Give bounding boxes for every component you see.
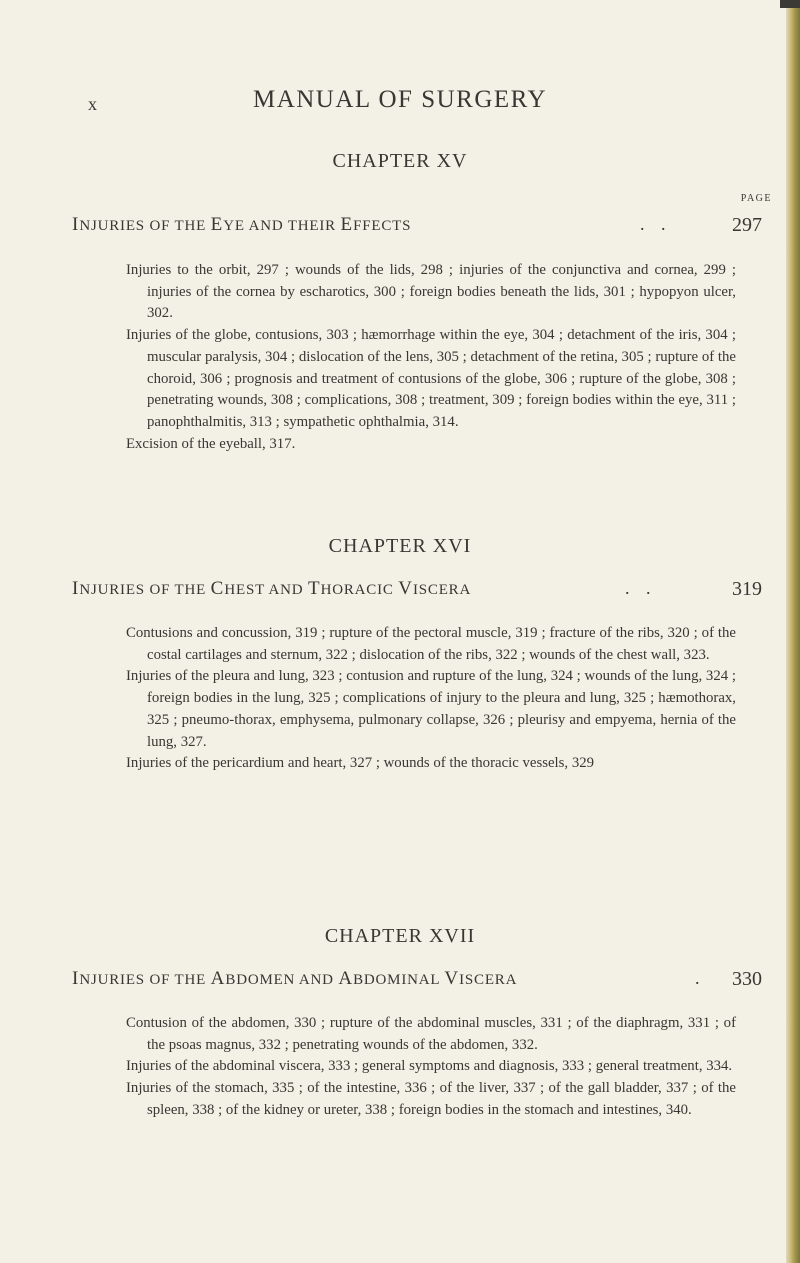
- entry-paragraph: Injuries of the pericardium and heart, 327 ; wounds of the thoracic vessels, 329: [126, 755, 595, 772]
- chapter-entries: [126, 623, 736, 775]
- chapter-heading: CHAPTER XVI: [328, 535, 472, 557]
- section-page-number: 319: [732, 578, 762, 600]
- page-column-label: PAGE: [740, 193, 772, 204]
- entry-paragraph: Injuries of the globe, contusions, 303 ; hæmorrhage within the eye, 304 ; detachment of the iris, 304 ; muscular paralysis, 304 ; dislocation of the lens, 305 ; detachment of the retina, 305 ; rupture of the choroid, 306 ; prognosis and treatment of contusions of the globe, 306 ; rupture of the globe, 308 ; penetrating wounds, 308 ; complications, 308 ; treatment, 309 ; foreign bodies within the eye, 311 ; panophthalmitis, 313 ; sympathetic ophthalmia, 314.: [126, 327, 736, 430]
- chapter-heading: CHAPTER XVII: [324, 925, 476, 947]
- section-page-number: 330: [732, 968, 762, 990]
- entry-paragraph: Injuries of the stomach, 335 ; of the intestine, 336 ; of the liver, 337 ; of the gall bladder, 337 ; of the spleen, 338 ; of the kidney or ureter, 338 ; foreign bodies in the stomach and intestines, 340.: [126, 1080, 736, 1118]
- section-title: INJURIES OF THE EYE AND THEIR EFFECTS: [72, 214, 412, 235]
- page-corner-mark: [780, 0, 800, 8]
- page-edge-shadow: [786, 0, 800, 1263]
- leader-dots: .: [695, 968, 706, 988]
- entry-paragraph: Injuries to the orbit, 297 ; wounds of the lids, 298 ; injuries of the conjunctiva and cornea, 299 ; injuries of the cornea by escharotics, 300 ; foreign bodies beneath the lids, 301 ; hypopyon ulcer, 302.: [126, 262, 736, 322]
- section-page-number: 297: [732, 214, 762, 236]
- chapter-heading: CHAPTER XV: [332, 150, 468, 172]
- leader-dots: . .: [640, 214, 672, 234]
- entry-paragraph: Contusions and concussion, 319 ; rupture of the pectoral muscle, 319 ; fracture of the ribs, 320 ; of the costal cartilages and sternum, 322 ; dislocation of the ribs, 322 ; wounds of the chest wall, 323.: [126, 625, 736, 663]
- entry-paragraph: Contusion of the abdomen, 330 ; rupture of the abdominal muscles, 331 ; of the diaphragm, 331 ; of the psoas magnus, 332 ; penetrating wounds of the abdomen, 332.: [126, 1015, 736, 1053]
- chapter-entries: [126, 260, 736, 455]
- section-title: INJURIES OF THE CHEST AND THORACIC VISCERA: [72, 578, 472, 599]
- entry-paragraph: Excision of the eyeball, 317.: [126, 435, 296, 452]
- running-title: MANUAL OF SURGERY: [252, 86, 548, 113]
- leader-dots: . .: [625, 578, 657, 598]
- chapter-entries: [126, 1013, 736, 1122]
- section-title: INJURIES OF THE ABDOMEN AND ABDOMINAL VISCERA: [72, 968, 518, 989]
- entry-paragraph: Injuries of the abdominal viscera, 333 ; general symptoms and diagnosis, 333 ; general treatment, 334.: [126, 1058, 733, 1075]
- page-numeral: x: [88, 94, 98, 114]
- entry-paragraph: Injuries of the pleura and lung, 323 ; contusion and rupture of the lung, 324 ; wounds of the lung, 324 ; foreign bodies in the lung, 325 ; complications of injury to the pleura and lung, 325 ; hæmothorax, 325 ; pneumo-thorax, emphysema, pulmonary collapse, 326 ; pleurisy and empyema, hernia of the lung, 327.: [126, 668, 736, 750]
